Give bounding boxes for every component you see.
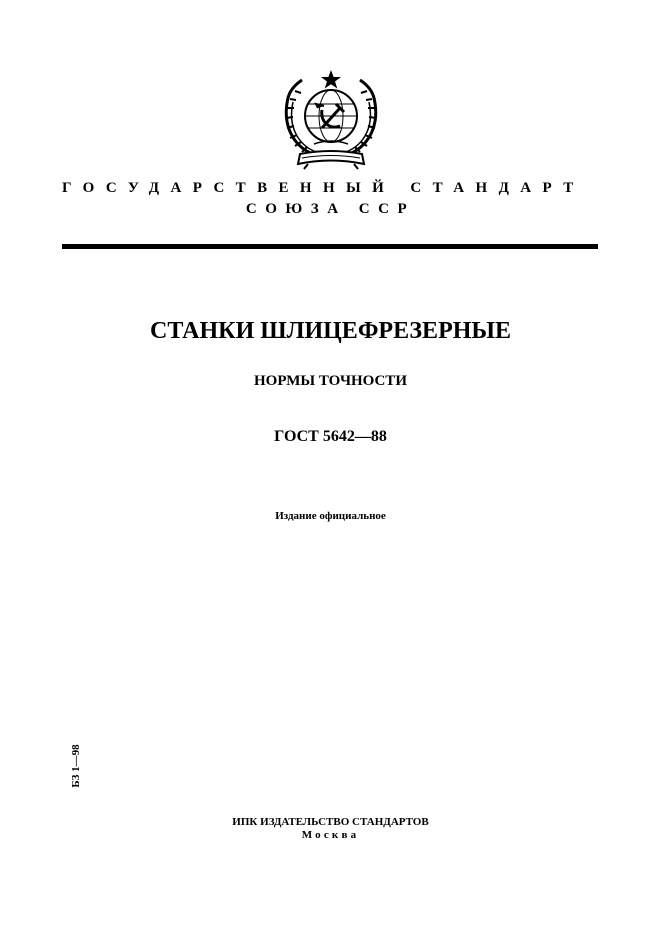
ussr-state-emblem-icon bbox=[278, 68, 384, 170]
edition-note: Издание официальное bbox=[275, 510, 386, 522]
issuing-authority-line-1: ГОСУДАРСТВЕННЫЙ СТАНДАРТ bbox=[62, 180, 585, 196]
publisher: ИПК ИЗДАТЕЛЬСТВО СТАНДАРТОВ bbox=[232, 816, 429, 828]
document-title: СТАНКИ ШЛИЦЕФРЕЗЕРНЫЕ bbox=[150, 318, 511, 344]
issuing-authority-line-2: СОЮЗА ССР bbox=[245, 201, 416, 217]
header-divider bbox=[62, 244, 598, 249]
standard-designation: ГОСТ 5642—88 bbox=[274, 428, 387, 445]
document-subtitle: НОРМЫ ТОЧНОСТИ bbox=[254, 373, 407, 389]
publisher-city: Москва bbox=[301, 829, 360, 841]
side-code: БЗ 1—98 bbox=[70, 744, 82, 788]
